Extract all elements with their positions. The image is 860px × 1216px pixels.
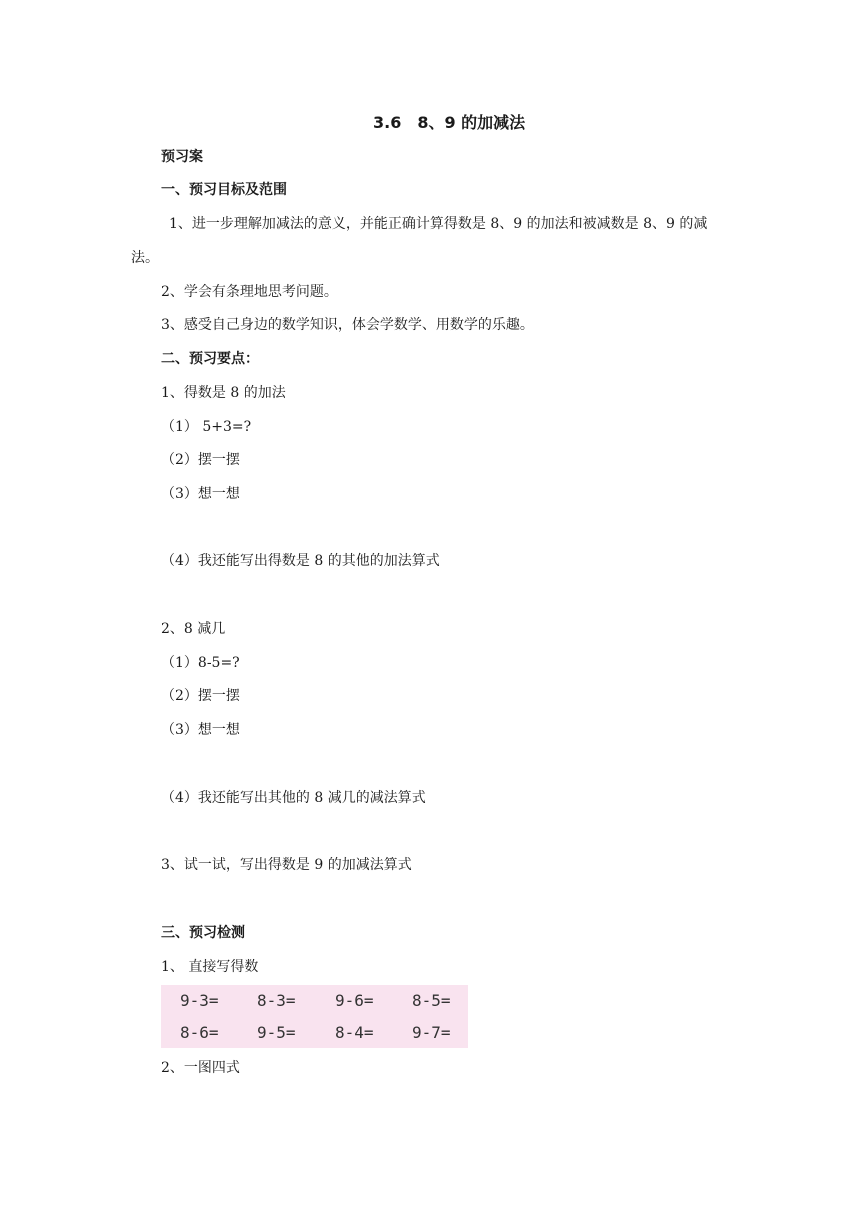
point1-title: 1、得数是 8 的加法 [161, 385, 286, 401]
point2-d: （4）我还能写出其他的 8 减几的减法算式 [161, 790, 426, 806]
section1-item1-line1: 1、进一步理解加减法的意义，并能正确计算得数是 8、9 的加法和被减数是 8、9 的减 [169, 216, 708, 232]
point2-b: （2）摆一摆 [161, 688, 240, 704]
point1-c: （3）想一想 [161, 486, 240, 502]
exercise-cell: 8-3= [257, 991, 296, 1010]
point1-b: （2）摆一摆 [161, 452, 240, 468]
section1-item1-line2: 法。 [131, 250, 159, 266]
section1-heading: 一、预习目标及范围 [161, 182, 287, 198]
exercise-grid [161, 985, 468, 1048]
point1-d: （4）我还能写出得数是 8 的其他的加法算式 [161, 553, 440, 569]
point2-c: （3）想一想 [161, 722, 240, 738]
point1-a: （1） 5+3=? [161, 419, 252, 435]
section1-item3: 3、感受自己身边的数学知识，体会学数学、用数学的乐趣。 [161, 317, 534, 333]
exercise-cell: 9-5= [257, 1023, 296, 1042]
point2-a: （1）8-5=? [161, 655, 240, 671]
exercise-cell: 8-5= [412, 991, 451, 1010]
exercise-cell: 8-6= [180, 1023, 219, 1042]
exercise-cell: 9-3= [180, 991, 219, 1010]
section2-heading: 二、预习要点： [161, 351, 259, 367]
exercise-cell: 9-7= [412, 1023, 451, 1042]
point3-title: 3、试一试，写出得数是 9 的加减法算式 [161, 857, 412, 873]
check-q2: 2、一图四式 [161, 1060, 240, 1076]
doc-title: 3.6 8、9 的加减法 [373, 113, 526, 132]
check-q1: 1、 直接写得数 [161, 959, 259, 975]
section3-heading: 三、预习检测 [161, 925, 245, 941]
exercise-cell: 8-4= [335, 1023, 374, 1042]
section1-item2: 2、学会有条理地思考问题。 [161, 284, 338, 300]
preview-heading: 预习案 [161, 149, 203, 165]
point2-title: 2、8 减几 [161, 621, 226, 637]
exercise-cell: 9-6= [335, 991, 374, 1010]
